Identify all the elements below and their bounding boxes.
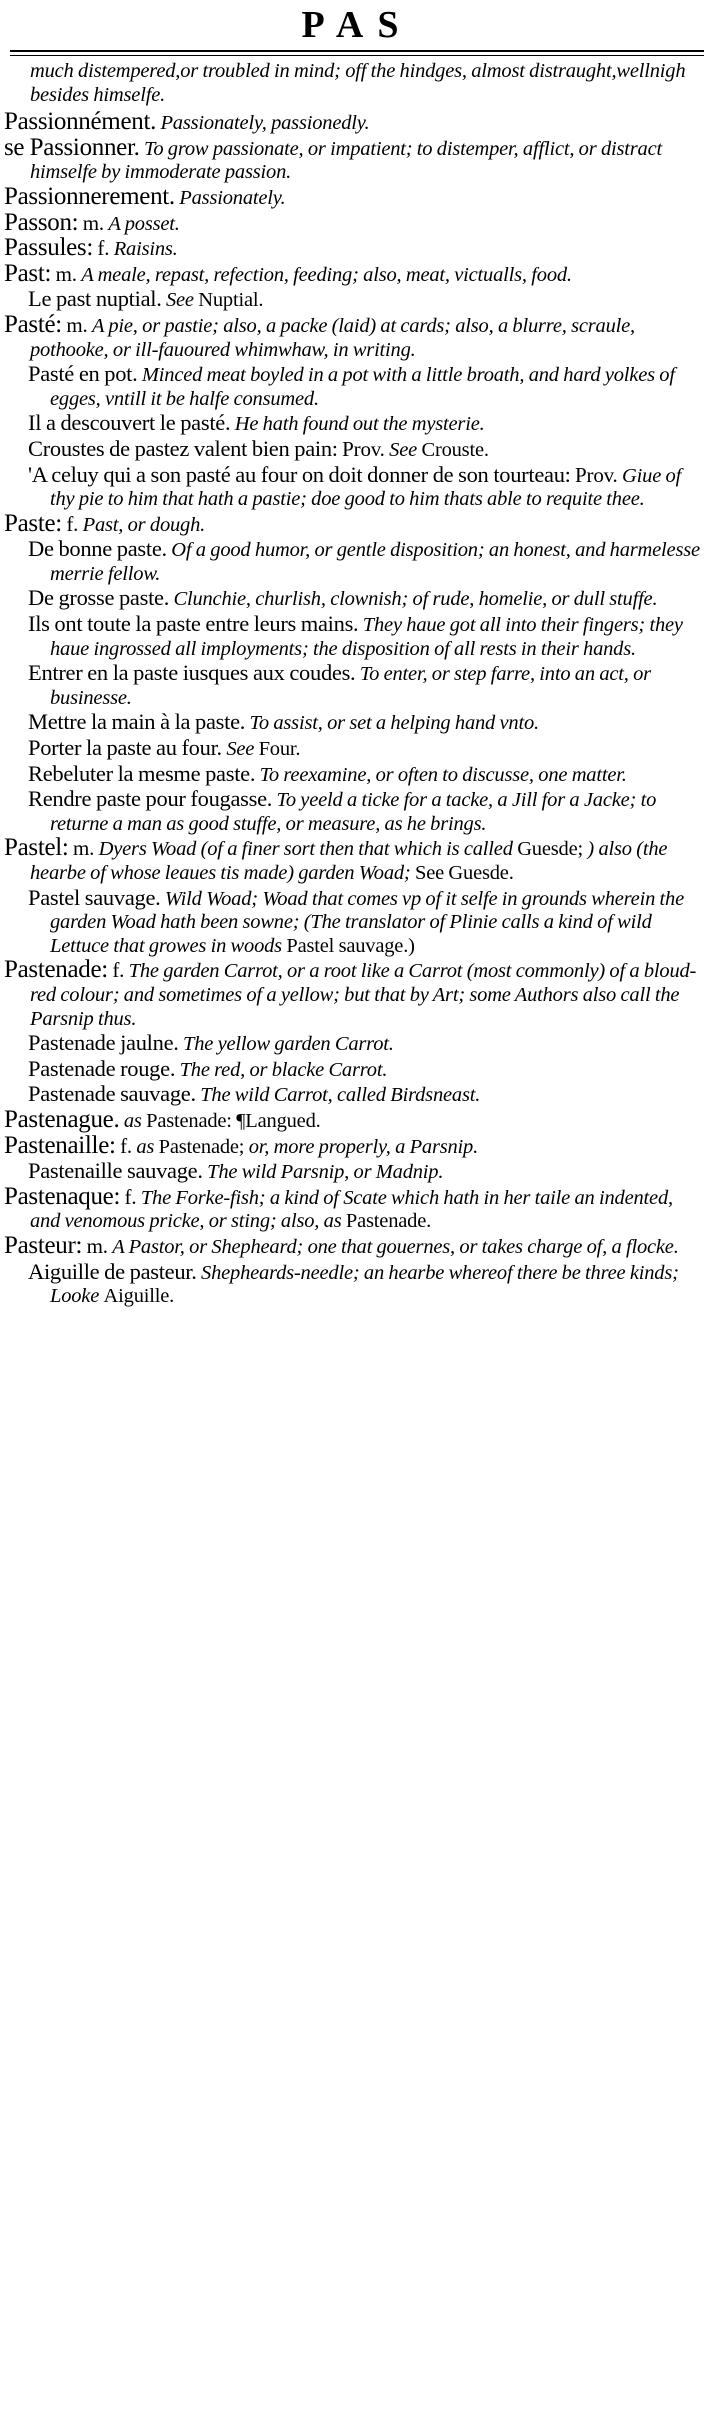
sub-entry <box>0 411 714 437</box>
definition: To assist, or set a helping hand vnto. <box>249 712 539 735</box>
headword: Passionnerement. <box>4 182 175 210</box>
dictionary-entry <box>0 509 714 538</box>
cross-reference: Four. <box>258 738 301 761</box>
cross-reference: Aiguille. <box>103 1285 175 1308</box>
continuation-text <box>0 60 714 107</box>
sub-entry <box>0 710 714 736</box>
definition: The Forke-fish; a kind of Scate which hath in her taile an indented, and venomous pricke, or sting; also, as <box>30 1186 673 1233</box>
definition: Giue of thy pie to him that hath a pastie; doe good to him thats able to requite thee. <box>50 464 682 511</box>
sub-entry <box>0 661 714 710</box>
headword: Porter la paste au four. <box>28 735 222 761</box>
grammar-label: f. <box>97 236 110 261</box>
definition: They haue got all into their fingers; they haue ingrossed all imployments; the disposition of all rests in their hands. <box>50 614 683 660</box>
dictionary-entry <box>0 958 714 1031</box>
sub-entry <box>0 537 714 586</box>
running-head: PAS <box>301 4 413 46</box>
definition: See <box>389 438 418 461</box>
sub-entry <box>0 762 714 788</box>
definition: The red, or blacke Carrot. <box>179 1058 388 1081</box>
header-rule-thin <box>10 55 704 56</box>
cross-reference: Nuptial. <box>198 289 264 312</box>
headword: Pastenague. <box>4 1105 120 1133</box>
sub-entry <box>0 463 714 512</box>
definition: Raisins. <box>113 238 178 261</box>
sub-entry <box>0 1082 714 1108</box>
definition: The wild Carrot, called Birdsneast. <box>200 1084 481 1107</box>
headword: Pastel: <box>4 834 69 862</box>
headword: Passules: <box>4 234 93 262</box>
headword: Pastenade: <box>4 956 108 984</box>
headword: Pastenade jaulne. <box>28 1030 179 1056</box>
dictionary-entry <box>0 133 714 185</box>
definition: A Pastor, or Shepheard; one that gouernes, or takes charge of, a flocke. <box>112 1235 679 1258</box>
definition: Shepheards-needle; an hearbe whereof there be three kinds; Looke <box>50 1261 679 1308</box>
definition: as <box>123 1109 142 1132</box>
definition: Minced meat boyled in a pot with a little broath, and hard yolkes of egges, vntill it be halfe consumed. <box>50 364 675 410</box>
headword: Pastel sauvage. <box>28 884 161 910</box>
cross-reference: Guesde; <box>517 838 583 861</box>
definition: The yellow garden Carrot. <box>183 1033 394 1056</box>
headword: Le past nuptial. <box>28 286 162 312</box>
headword: Mettre la main à la paste. <box>28 709 246 735</box>
grammar-label: f. <box>120 1133 132 1158</box>
definition: Dyers Woad (of a finer sort then that which is called <box>98 838 513 861</box>
definition: The wild Parsnip, or Madnip. <box>207 1161 444 1184</box>
grammar-label: m. <box>73 836 95 861</box>
headword: Pastenade rouge. <box>28 1055 176 1081</box>
cross-reference: See Guesde. <box>415 862 514 884</box>
headword: Rendre paste pour fougasse. <box>28 786 273 812</box>
definition: See <box>226 738 255 761</box>
headword: De grosse paste. <box>28 585 170 611</box>
dictionary-entry <box>0 182 714 211</box>
definition: A pie, or pastie; also, a packe (laid) at cards; also, a blurre, scraule, pothooke, or ill-fauoured whimwhaw, in writing. <box>30 314 635 361</box>
grammar-label: f. <box>112 958 125 983</box>
dictionary-entry <box>0 259 714 288</box>
continuation-definition: much distempered,or troubled in mind; off the hindges, almost distraught,wellnigh besides himselfe. <box>30 60 686 106</box>
grammar-label: f. <box>124 1184 137 1209</box>
headword: Pasteur: <box>4 1231 83 1259</box>
definition: Of a good humor, or gentle disposition; an honest, and harmelesse merrie fellow. <box>50 539 700 585</box>
sub-entry <box>0 787 714 836</box>
headword: Rebeluter la mesme paste. <box>28 760 256 786</box>
cross-reference: Pastel sauvage.) <box>286 934 415 957</box>
headword: De bonne paste. <box>28 536 167 562</box>
grammar-label: m. <box>55 261 77 286</box>
headword: Past: <box>4 259 52 287</box>
definition: To enter, or step farre, into an act, or businesse. <box>50 663 651 709</box>
definition: To reexamine, or often to discusse, one matter. <box>259 763 627 786</box>
entries-column <box>0 60 714 2420</box>
headword: Il a descouvert le pasté. <box>28 410 231 436</box>
cross-reference: Pastenade: ¶Langued. <box>146 1109 321 1132</box>
sub-entry <box>0 1031 714 1057</box>
headword: Ils ont toute la paste entre leurs mains. <box>28 611 359 637</box>
grammar-label: f. <box>66 511 79 536</box>
dictionary-entry <box>0 1131 714 1160</box>
cross-reference: Pastenade. <box>345 1210 432 1233</box>
definition: Clunchie, churlish, clownish; of rude, homelie, or dull stuffe. <box>173 588 658 611</box>
headword: Pastenaque: <box>4 1182 121 1210</box>
headword: Croustes de pastez valent bien pain: <box>28 435 338 461</box>
sub-entry <box>0 886 714 959</box>
headword: Pastenaille sauvage. <box>28 1158 203 1184</box>
grammar-label: m. <box>86 1233 108 1258</box>
headword: Pastenade sauvage. <box>28 1081 196 1107</box>
dictionary-entry <box>0 310 714 362</box>
headword: Passionnément. <box>4 108 157 136</box>
definition: as <box>136 1135 155 1158</box>
definition: Passionately. <box>179 186 286 209</box>
sub-entry <box>0 437 714 463</box>
grammar-label: Prov. <box>342 436 385 461</box>
sub-entry <box>0 736 714 762</box>
grammar-label: m. <box>82 210 104 235</box>
dictionary-entry <box>0 836 714 885</box>
sub-entry <box>0 612 714 661</box>
grammar-label: Prov. <box>575 462 618 487</box>
headword: Passon: <box>4 208 79 236</box>
headword: Pastenaille: <box>4 1131 116 1159</box>
definition: A posset. <box>108 212 180 235</box>
headword: Pasté en pot. <box>28 361 138 387</box>
definition: See <box>165 289 194 312</box>
header-rule <box>10 50 704 52</box>
sub-entry <box>0 362 714 411</box>
definition: Passionately, passionedly. <box>160 112 370 135</box>
definition: The garden Carrot, or a root like a Carrot (most commonly) of a bloud-red colour; and sometimes of a yellow; but that by Art; some Authors also call the Parsnip thus. <box>30 960 697 1030</box>
definition: To yeeld a ticke for a tacke, a Jill for a Jacke; to returne a man as good stuffe, or measure, as he brings. <box>50 789 657 835</box>
definition-continued: ) also (the hearbe of whose leaues tis made) garden Woad; <box>30 838 668 884</box>
dictionary-entry <box>0 236 714 262</box>
headword: se Passionner. <box>4 133 140 161</box>
definition: To grow passionate, or impatient; to distemper, afflict, or distract himselfe by immoderate passion. <box>30 137 662 184</box>
definition: Wild Woad; Woad that comes vp of it selfe in grounds wherein the garden Woad hath been sowne; (The translator of Plinie calls a kind of wild Lettuce that growes in woods <box>50 887 685 957</box>
cross-reference: Crouste. <box>421 438 489 461</box>
dictionary-entry <box>0 1105 714 1134</box>
definition: A meale, repast, refection, feeding; also, meat, victualls, food. <box>81 263 572 286</box>
definition: Past, or dough. <box>82 513 206 536</box>
sub-entry <box>0 1159 714 1185</box>
grammar-label: m. <box>66 312 88 337</box>
cross-reference: Pastenade; <box>158 1135 245 1158</box>
sub-entry <box>0 287 714 313</box>
dictionary-entry <box>0 110 714 136</box>
headword: 'A celuy qui a son pasté au four on doit donner de son tourteau: <box>28 461 571 487</box>
dictionary-entry <box>0 1182 714 1234</box>
sub-entry <box>0 1057 714 1083</box>
headword: Paste: <box>4 509 62 537</box>
headword: Pasté: <box>4 310 62 338</box>
dictionary-entry <box>0 1231 714 1260</box>
sub-entry <box>0 586 714 612</box>
headword: Entrer en la paste iusques aux coudes. <box>28 660 356 686</box>
sub-entry <box>0 1260 714 1309</box>
definition-continued: or, more properly, a Parsnip. <box>248 1135 479 1158</box>
dictionary-entry <box>0 208 714 237</box>
definition: He hath found out the mysterie. <box>234 413 485 436</box>
headword: Aiguille de pasteur. <box>28 1258 197 1284</box>
